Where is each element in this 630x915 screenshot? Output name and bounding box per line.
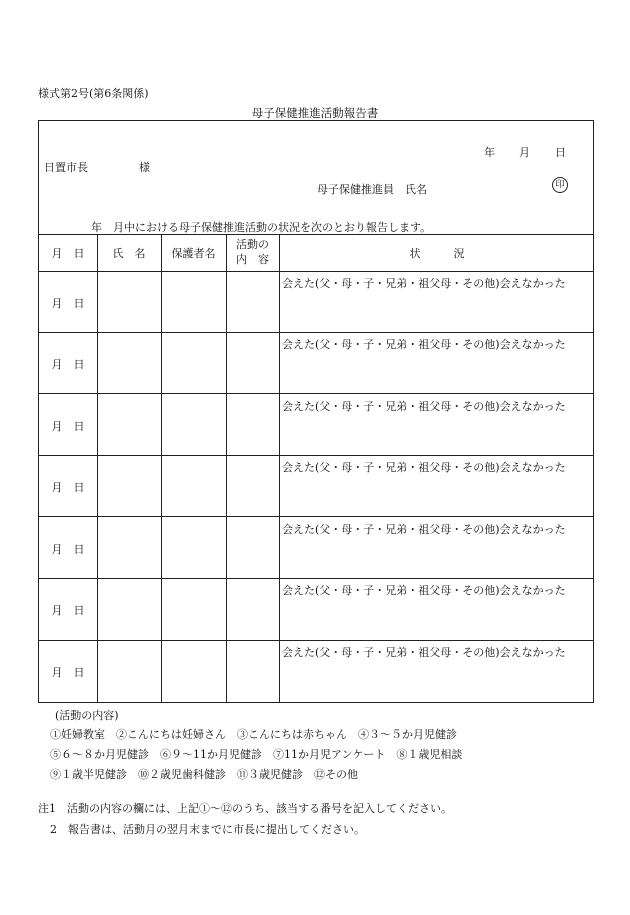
- column-divider: [226, 234, 227, 702]
- document-title: 母子保健推進活動報告書: [251, 106, 379, 120]
- column-divider: [161, 234, 162, 702]
- date-month-label: 月: [519, 146, 530, 159]
- header-guardian: 保護者名: [171, 247, 216, 260]
- row-status: 会えた(父・母・子・兄弟・祖父母・その他)会えなかった: [282, 461, 566, 474]
- seal-icon: 印: [552, 177, 568, 193]
- header-date: 月 日: [51, 247, 85, 260]
- header-activity-line1: 活動の: [236, 238, 269, 251]
- row-status: 会えた(父・母・子・兄弟・祖父母・その他)会えなかった: [282, 400, 566, 413]
- intro-text: 年 月中における母子保健推進活動の状況を次のとおり報告します。: [91, 221, 432, 234]
- form-label: 様式第2号(第6条関係): [38, 87, 149, 100]
- row-date: 月 日: [51, 297, 85, 310]
- row-date: 月 日: [51, 420, 85, 433]
- header-name: 氏 名: [112, 247, 146, 260]
- row-divider: [39, 393, 593, 394]
- row-status: 会えた(父・母・子・兄弟・祖父母・その他)会えなかった: [282, 584, 566, 597]
- column-divider: [97, 234, 98, 702]
- header-bottom-border: [39, 271, 593, 272]
- row-date: 月 日: [51, 666, 85, 679]
- legend-line: ⑤６～８か月児健診 ⑥９～11か月児健診 ⑦11か月児アンケート ⑧１歳児相談: [50, 748, 463, 761]
- note-2: 2 報告書は、活動月の翌月末までに市長に提出してください。: [50, 823, 365, 836]
- row-date: 月 日: [51, 358, 85, 371]
- row-status: 会えた(父・母・子・兄弟・祖父母・その他)会えなかった: [282, 523, 566, 536]
- row-divider: [39, 578, 593, 579]
- header-activity-line2: 内 容: [236, 253, 269, 266]
- legend-line: ①妊婦教室 ②こんにちは妊婦さん ③こんにちは赤ちゃん ④３～５か月児健診: [50, 728, 457, 741]
- row-status: 会えた(父・母・子・兄弟・祖父母・その他)会えなかった: [282, 277, 566, 290]
- header-status: 状 況: [409, 247, 465, 260]
- addressee: 日置市長: [44, 161, 88, 174]
- row-divider: [39, 516, 593, 517]
- table-top-border: [39, 234, 593, 235]
- row-date: 月 日: [51, 543, 85, 556]
- reporter-name-label: 母子保健推進員 氏名: [317, 183, 427, 196]
- row-date: 月 日: [51, 481, 85, 494]
- row-date: 月 日: [51, 604, 85, 617]
- report-form-frame: [38, 120, 594, 703]
- date-day-label: 日: [555, 146, 566, 159]
- row-divider: [39, 640, 593, 641]
- row-divider: [39, 455, 593, 456]
- legend-line: ⑨１歳半児健診 ⑩２歳児歯科健診 ⑪３歳児健診 ⑫その他: [50, 768, 358, 781]
- column-divider: [279, 234, 280, 702]
- legend-title: (活動の内容): [55, 709, 119, 722]
- row-divider: [39, 332, 593, 333]
- row-status: 会えた(父・母・子・兄弟・祖父母・その他)会えなかった: [282, 646, 566, 659]
- honorific: 様: [139, 161, 150, 174]
- row-status: 会えた(父・母・子・兄弟・祖父母・その他)会えなかった: [282, 338, 566, 351]
- note-1: 注1 活動の内容の欄には、上記①～⑫のうち、該当する番号を記入してください。: [38, 802, 452, 815]
- date-year-label: 年: [484, 146, 495, 159]
